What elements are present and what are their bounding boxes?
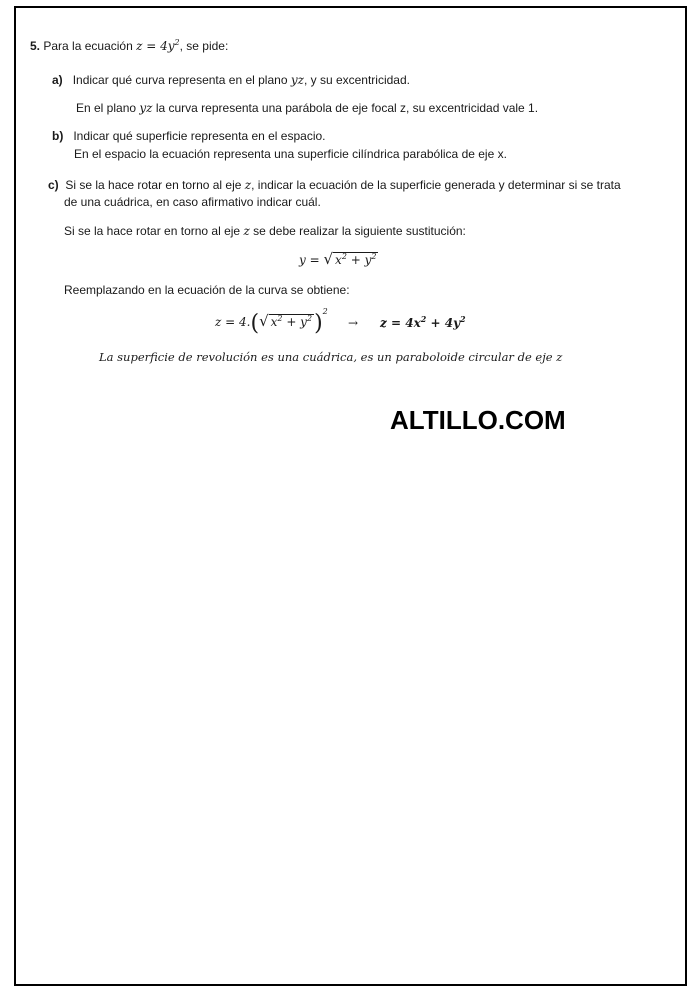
conclusion: La superficie de revolución es una cuádrica, es un paraboloide circular de eje z xyxy=(99,350,563,364)
part-c-substitution-intro: Si se la hace rotar en torno al eje z se debe realizar la siguiente sustitución: xyxy=(64,224,466,238)
problem-equation: $z = 4y^2$ xyxy=(136,38,180,53)
result-arrow: → xyxy=(348,316,359,330)
watermark-logo: ALTILLO.COM xyxy=(390,405,566,435)
part-a-answer: En el plano yz la curva representa una parábola de eje focal z, su excentricidad vale 1. xyxy=(76,101,539,115)
result-final: $z = 4x^2 + 4y^2$ xyxy=(380,314,466,330)
problem-intro-suffix: , se pide: xyxy=(179,39,229,53)
problem-intro: Para la ecuación xyxy=(43,39,137,53)
part-a-question: a) Indicar qué curva representa en el plano yz, y su excentricidad. xyxy=(52,73,410,87)
replace-text: Reemplazando en la ecuación de la curva se obtiene: xyxy=(64,283,350,297)
part-c-label: c) xyxy=(48,178,59,192)
problem-header xyxy=(30,39,228,54)
part-a-label: a) xyxy=(52,73,63,87)
substitution-formula: y = √ $x^2 + y^2$ xyxy=(299,250,377,268)
document-page xyxy=(14,6,687,986)
part-c-question-line2: de una cuádrica, en caso afirmativo indicar cuál. xyxy=(64,195,321,209)
part-b-label: b) xyxy=(52,129,64,143)
part-b-answer: En el espacio la ecuación representa una superficie cilíndrica parabólica de eje x. xyxy=(74,147,507,161)
part-b-question: b) Indicar qué superficie representa en el espacio. xyxy=(52,129,326,143)
problem-number: 5. xyxy=(30,39,41,53)
part-c-question-line1: c) Si se la hace rotar en torno al eje z, indicar la ecuación de la superficie generada y determinar si se trata xyxy=(48,178,621,192)
result-formula: z = 4.(√ $x^2 + y^2)^2$ xyxy=(215,307,328,336)
